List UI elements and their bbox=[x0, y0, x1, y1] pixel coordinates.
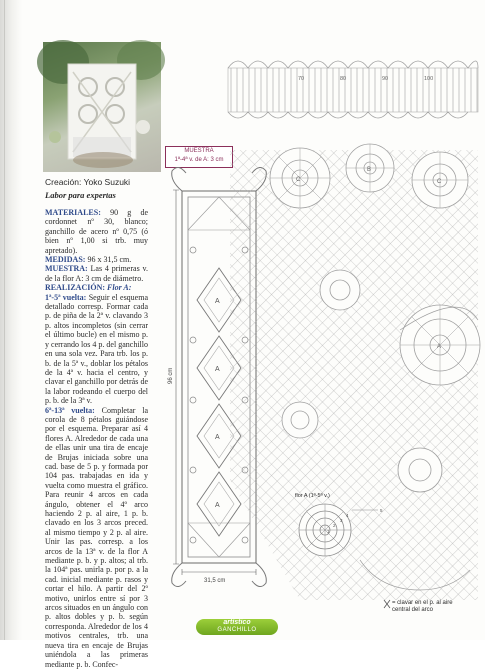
realizacion-heading: REALIZACIÓN: bbox=[45, 283, 106, 293]
vuelta-1-5-heading: 1ª-5ª vuelta: bbox=[45, 292, 87, 302]
flower-small-mid bbox=[320, 270, 360, 310]
layout-motif-3-letter: A bbox=[215, 434, 220, 441]
flor-round-4: 4 bbox=[346, 513, 349, 518]
muestra-heading: MUESTRA: bbox=[45, 264, 88, 274]
legend-symbol bbox=[384, 600, 390, 608]
medidas-heading: MEDIDAS: bbox=[45, 255, 86, 265]
flor-round-2: 2 bbox=[333, 523, 336, 528]
braid-scallops-bottom bbox=[228, 112, 468, 118]
flower-letter-a: A bbox=[437, 344, 442, 350]
magazine-logo bbox=[196, 619, 278, 635]
row-number-80: 80 bbox=[340, 76, 347, 82]
difficulty-level: Labor para expertas bbox=[45, 190, 116, 200]
flor-round-1: 1 bbox=[327, 529, 330, 534]
layout-curl-br bbox=[252, 563, 266, 587]
flor-round-5: 5 bbox=[380, 508, 383, 513]
layout-motif-4-letter: A bbox=[215, 502, 220, 509]
flower-letter-c-left: C bbox=[296, 177, 301, 183]
flor-a-caption: flor A (1ª-5ª v.) bbox=[295, 493, 330, 499]
vuelta-6-13-text: Completar la corola de 8 pétalos guiándose por el esquema. Preparar así 4 flores A. Alrededor de cada una de ellas unir una tira de encaje de Brujas iniciada sobre una cad. base de 5 p. y formada por 104 pas. trabajadas en ida y vuelta como muestra el gráfico. Para reunir 4 arcos en cada ángulo, obtener el 4º arco haciendo 2 p. al aire, 1 p. b. clavado en los 3 arcos preced. al mismo tiempo y 2 p. al aire. Unir las pas. corresp. a los arcos de la 13ª v. de la flor A mediante p. b. y p. altos; al trb. la 104ª pas. unirla p. por p. a la cad. inicial mediante p. rasos y cortar el hilo. A partir del 2º motivo, unirlos entre sí por 3 arcos situados en un ángulo con p. altos dobles y p. b. según corresponda. Alrededor de los 4 motivos centrales, trb. una nueva tira en encaje de Brujas uniéndola a las primeras mediante p. b. Confec- bbox=[45, 405, 148, 669]
flor-round-3: 3 bbox=[340, 518, 343, 523]
layout-curl-tl bbox=[172, 167, 186, 191]
materiales-heading: MATERIALES: bbox=[45, 208, 101, 217]
layout-curl-bl bbox=[172, 563, 186, 587]
medidas-text: 96 x 31,5 cm. bbox=[87, 255, 132, 265]
flower-small-low bbox=[282, 402, 318, 438]
logo-line-2: GANCHILLO bbox=[217, 627, 257, 633]
height-dimension-label: 96 cm bbox=[168, 367, 174, 384]
stitch-chart bbox=[228, 61, 480, 600]
row-number-100: 100 bbox=[424, 76, 434, 82]
muestra-text: Las 4 primeras v. de la flor A: 3 cm de diámetro. bbox=[45, 264, 148, 283]
layout-motif-1-letter: A bbox=[215, 298, 220, 305]
row-number-70: 70 bbox=[298, 76, 305, 82]
legend-text: = clavar en el p. al aire central del arco bbox=[392, 600, 453, 613]
width-dimension-label: 31,5 cm bbox=[204, 578, 226, 584]
flor-a-heading: Flor A: bbox=[107, 283, 132, 293]
row-number-90: 90 bbox=[382, 76, 389, 82]
flower-letter-c-right: C bbox=[437, 179, 442, 185]
muestra-box-text: 1ª-4ª v. de A: 3 cm bbox=[174, 157, 224, 163]
flower-letter-b: B bbox=[367, 167, 372, 173]
vuelta-6-13-heading: 6ª-13ª vuelta: bbox=[45, 405, 95, 415]
materiales-text: 90 g de cordonnet nº 30, blanco; ganchillo de acero nº 0,75 (ó bien nº 1,00 si trb. muy apretado). bbox=[45, 208, 148, 255]
designer-credit: Creación: Yoko Suzuki bbox=[45, 177, 131, 187]
logo-line-1: artístico bbox=[223, 619, 251, 626]
braid-scallops-top bbox=[228, 61, 478, 68]
vuelta-1-5-text: Seguir el esquema detallado corresp. Formar cada p. de piña de la 2ª v. clavando 3 p. altos incompletos (sin cerrar el último bucle) en el mismo p. y cerrando los 4 p. del ganchillo en una sola vez. Para trb. los p. b. de la 5ª v., doblar los pétalos de la 4ª v. hacia el centro, y clavar el ganchillo por detrás de la labor rodeando el cuerpo del p. b. de la 3ª v. bbox=[45, 292, 148, 406]
muestra-box-title: MUESTRA bbox=[184, 148, 214, 154]
braid-band-top bbox=[228, 68, 478, 112]
flower-small-right bbox=[398, 448, 442, 492]
layout-motif-2-letter: A bbox=[215, 366, 220, 373]
